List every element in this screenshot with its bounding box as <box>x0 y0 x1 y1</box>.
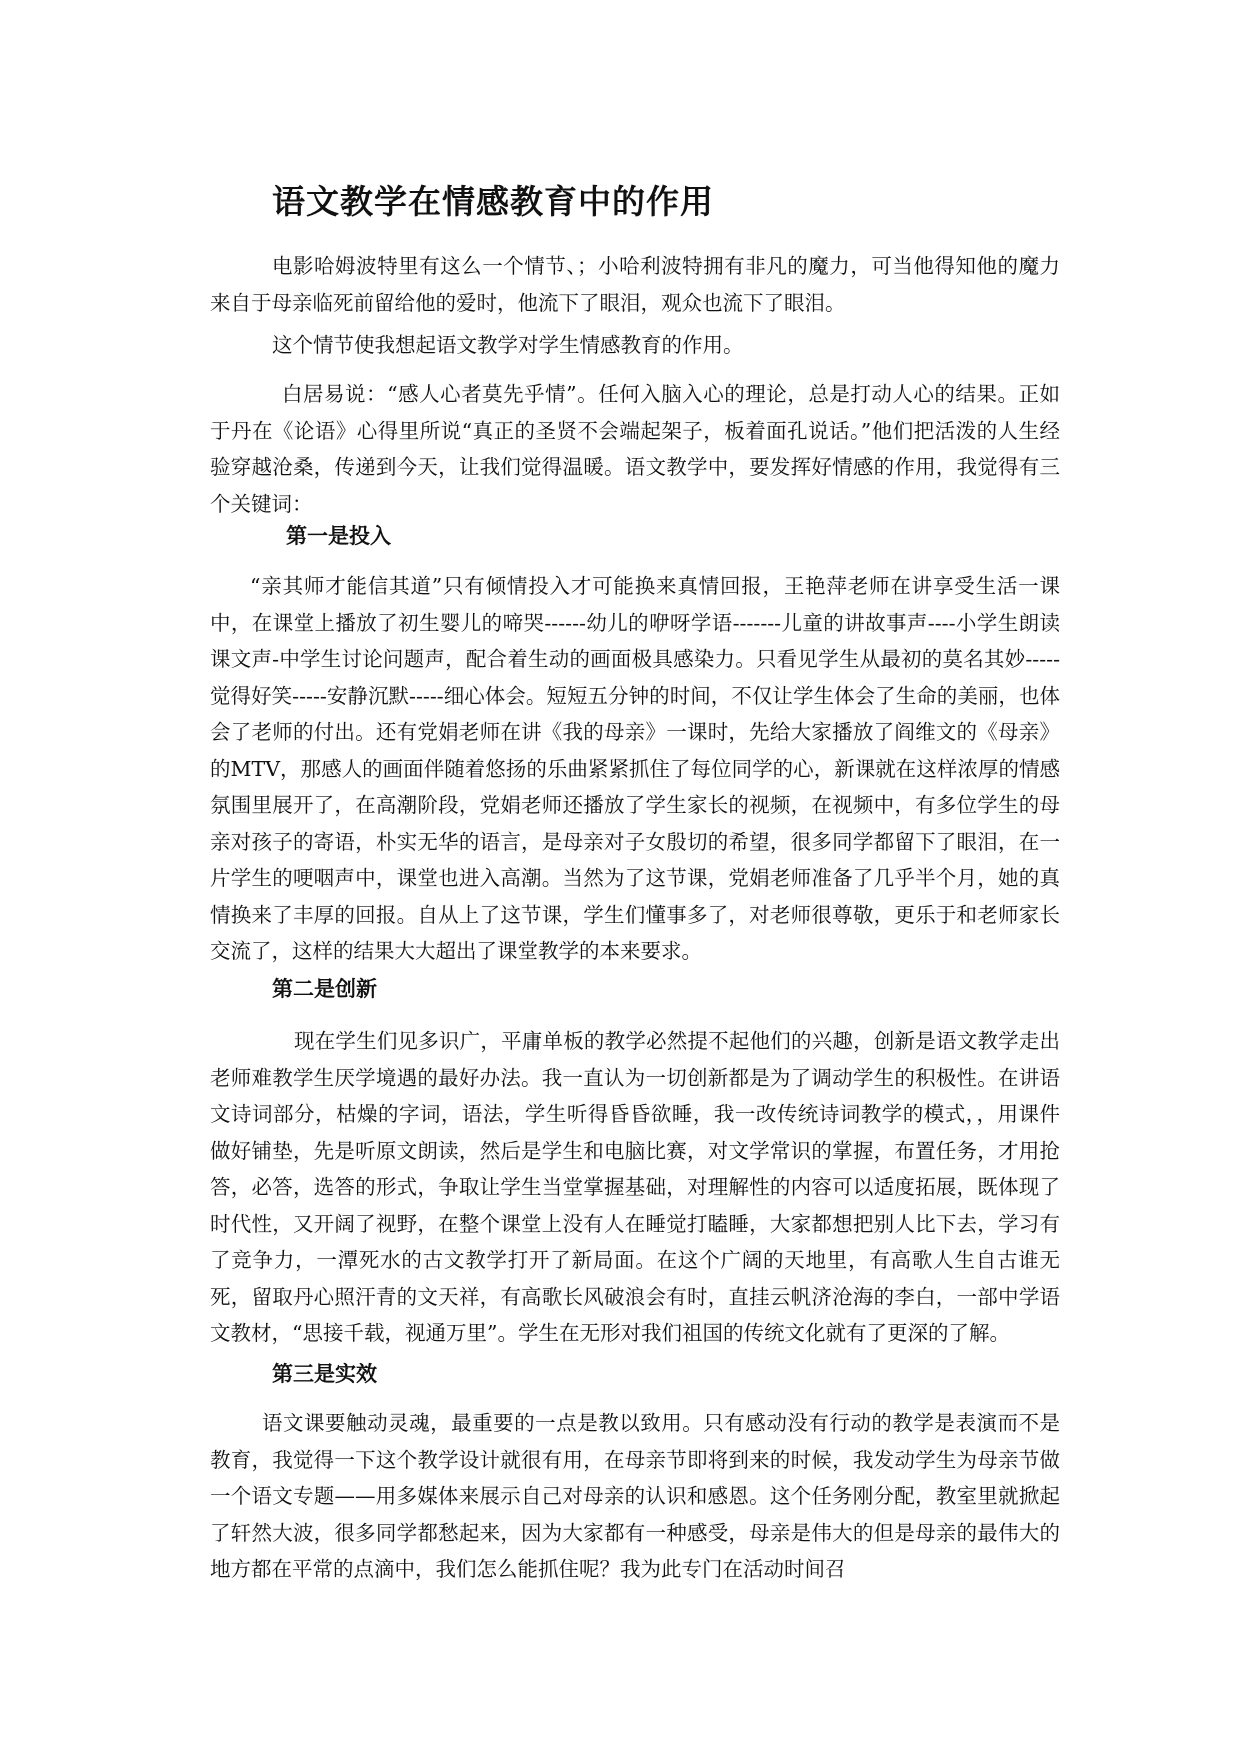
paragraph-intro: 电影哈姆波特里有这么一个情节、；小哈利波特拥有非凡的魔力，可当他得知他的魔力来自于母亲临死前留给他的爱时，他流下了眼泪，观众也流下了眼泪。 <box>210 254 1060 315</box>
document-title: 语文教学在情感教育中的作用 <box>272 182 714 221</box>
paragraph-effectiveness: 语文课要触动灵魂，最重要的一点是教以致用。只有感动没有行动的教学是表演而不是教育，我觉得一下这个教学设计就很有用，在母亲节即将到来的时候，我发动学生为母亲节做一个语文专题——用多媒体来展示自己对母亲的认识和感恩。这个任务刚分配，教室里就掀起了轩然大波，很多同学都愁起来，因为大家都有一种感受，母亲是伟大的但是母亲的最伟大的地方都在平常的点滴中，我们怎么能抓住呢？我为此专门在活动时间召 <box>210 1411 1060 1581</box>
section-heading-investment: 第一是投入 <box>286 523 391 548</box>
paragraph-quote: 白居易说：“感人心者莫先乎情”。任何入脑入心的理论，总是打动人心的结果。正如于丹在《论语》心得里所说“真正的圣贤不会端起架子，板着面孔说话。”他们把活泼的人生经验穿越沧桑，传递到今天，让我们觉得温暖。语文教学中，要发挥好情感的作用，我觉得有三个关键词： <box>210 382 1060 516</box>
paragraph-innovation: 现在学生们见多识广，平庸单板的教学必然提不起他们的兴趣，创新是语文教学走出老师难教学生厌学境遇的最好办法。我一直认为一切创新都是为了调动学生的积极性。在讲语文诗词部分，枯燥的字词，语法，学生听得昏昏欲睡，我一改传统诗词教学的模式，，用课件做好铺垫，先是听原文朗读，然后是学生和电脑比赛，对文学常识的掌握，布置任务，才用抢答，必答，选答的形式，争取让学生当堂掌握基础，对理解性的内容可以适度拓展，既体现了时代性，又开阔了视野，在整个课堂上没有人在睡觉打瞌睡，大家都想把别人比下去，学习有了竞争力，一潭死水的古文教学打开了新局面。在这个广阔的天地里，有高歌人生自古谁无死，留取丹心照汗青的文天祥，有高歌长风破浪会有时，直挂云帆济沧海的李白，一部中学语文教材，“思接千载，视通万里”。学生在无形对我们祖国的传统文化就有了更深的了解。 <box>210 1029 1060 1345</box>
section-heading-innovation: 第二是创新 <box>272 976 377 1001</box>
section-heading-effectiveness: 第三是实效 <box>272 1361 377 1386</box>
paragraph-reflection: 这个情节使我想起语文教学对学生情感教育的作用。 <box>272 333 744 357</box>
paragraph-investment: “亲其师才能信其道”只有倾情投入才可能换来真情回报，王艳萍老师在讲享受生活一课中，在课堂上播放了初生婴儿的啼哭------幼儿的咿呀学语-------儿童的讲故事声----小学生朗读课文声-中学生讨论问题声，配合着生动的画面极具感染力。只看见学生从最初的莫名其妙-----觉得好笑-----安静沉默-----细心体会。短短五分钟的时间，不仅让学生体会了生命的美丽，也体会了老师的付出。还有党娟老师在讲《我的母亲》一课时，先给大家播放了阎维文的《母亲》的MTV，那感人的画面伴随着悠扬的乐曲紧紧抓住了每位同学的心，新课就在这样浓厚的情感氛围里展开了，在高潮阶段，党娟老师还播放了学生家长的视频，在视频中，有多位学生的母亲对孩子的寄语，朴实无华的语言，是母亲对子女殷切的希望，很多同学都留下了眼泪，在一片学生的哽咽声中，课堂也进入高潮。当然为了这节课，党娟老师准备了几乎半个月，她的真情换来了丰厚的回报。自从上了这节课，学生们懂事多了，对老师很尊敬，更乐于和老师家长交流了，这样的结果大大超出了课堂教学的本来要求。 <box>210 574 1060 963</box>
